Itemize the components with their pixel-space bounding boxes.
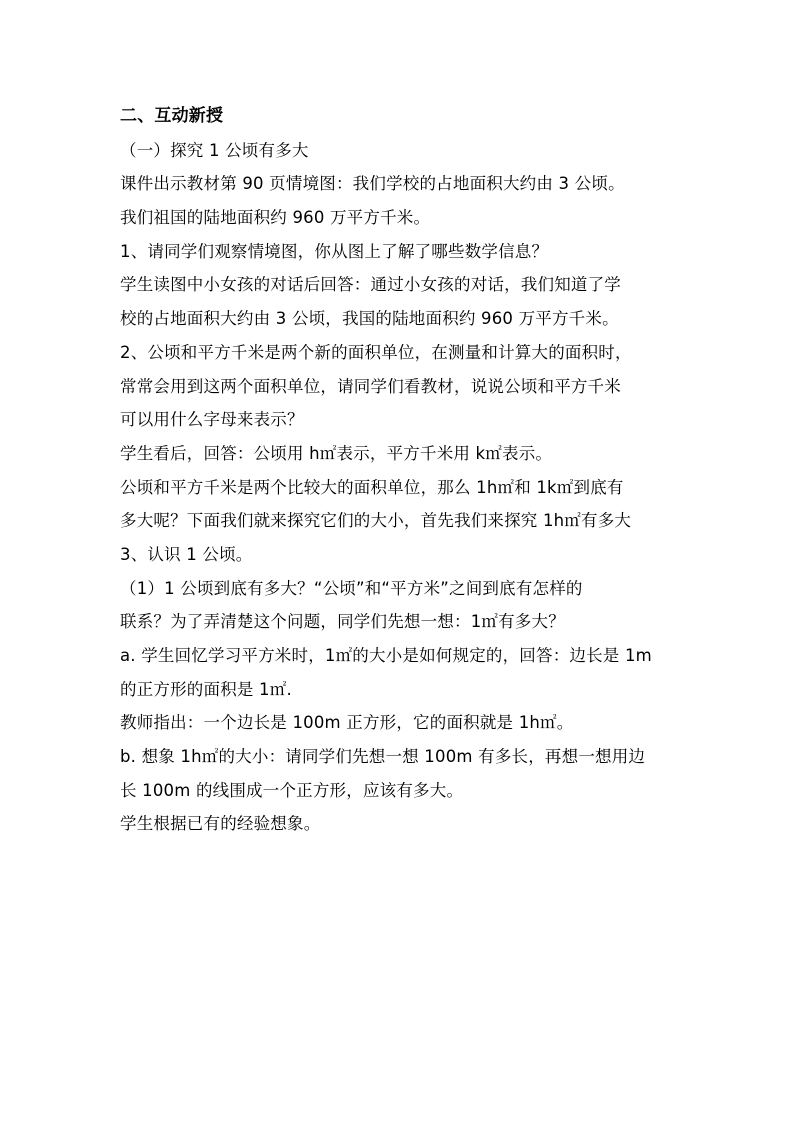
paragraph-line: 学生读图中小女孩的对话后回答：通过小女孩的对话，我们知道了学 <box>120 275 621 295</box>
paragraph-line: 学生看后，回答：公顷用 h㎡表示，平方千米用 k㎡表示。 <box>120 443 553 463</box>
paragraph-line: 3、认识 1 公顷。 <box>120 544 253 564</box>
paragraph-line: 联系？为了弄清楚这个问题，同学们先想一想：1㎡有多大？ <box>120 612 565 632</box>
paragraph-line: 多大呢？下面我们就来探究它们的大小，首先我们来探究 1h㎡有多大 <box>120 511 632 531</box>
paragraph-line: 公顷和平方千米是两个比较大的面积单位，那么 1h㎡和 1k㎡到底有 <box>120 477 624 497</box>
paragraph-line: 2、公顷和平方千米是两个新的面积单位，在测量和计算大的面积时， <box>120 342 632 362</box>
paragraph-line: 的正方形的面积是 1㎡. <box>120 679 292 699</box>
paragraph-line: 常常会用到这两个面积单位，请同学们看教材，说说公顷和平方千米 <box>120 376 621 396</box>
paragraph-line: 课件出示教材第 90 页情境图：我们学校的占地面积大约由 3 公顷。 <box>120 174 625 194</box>
paragraph-line: （1）1 公顷到底有多大？“公顷”和“平方米”之间到底有怎样的 <box>120 578 583 598</box>
paragraph-line: a. 学生回忆学习平方米时，1㎡的大小是如何规定的，回答：边长是 1m <box>120 646 652 665</box>
paragraph-line: 1、请同学们观察情境图，你从图上了解了哪些数学信息？ <box>120 241 549 261</box>
paragraph-line: b. 想象 1h㎡的大小：请同学们先想一想 100m 有多长，再想一想用边 <box>120 747 646 767</box>
paragraph-line: 教师指出：一个边长是 100m 正方形，它的面积就是 1h㎡。 <box>120 713 574 733</box>
subsection-heading: （一）探究 1 公顷有多大 <box>120 140 309 160</box>
paragraph-line: 学生根据已有的经验想象。 <box>120 814 321 834</box>
paragraph-line: 我们祖国的陆地面积约 960 万平方千米。 <box>120 208 431 228</box>
section-heading: 二、互动新授 <box>120 106 224 126</box>
document-body <box>120 100 690 841</box>
paragraph-line: 校的占地面积大约由 3 公顷，我国的陆地面积约 960 万平方千米。 <box>120 309 619 329</box>
paragraph-line: 长 100m 的线围成一个正方形，应该有多大。 <box>120 780 464 800</box>
paragraph-line: 可以用什么字母来表示？ <box>120 410 304 430</box>
